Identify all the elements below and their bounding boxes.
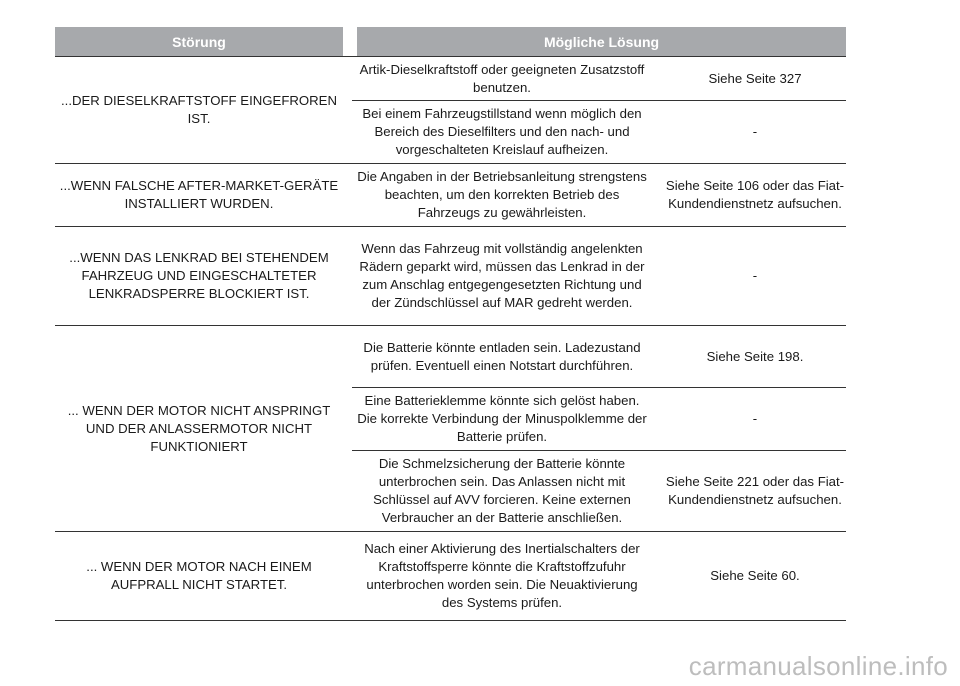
header-loesung: Mögliche Lösung [357,27,846,56]
reference-cell: Siehe Seite 106 oder das Fiat-Kundendienstnetz aufsuchen. [665,178,845,211]
problem-cell: ...DER DIESELKRAFTSTOFF EINGEFROREN IST. [61,93,337,126]
cause-cell: Wenn das Fahrzeug mit vollständig angelenkten Rädern geparkt wird, müssen das Lenkrad in der zum Anschlag entgegengesetzten Richtung und der Zündschlüssel auf MAR gedreht werden. [359,241,645,310]
reference-cell: - [752,268,758,283]
header-stoerung: Störung [55,27,343,56]
reference-cell: Siehe Seite 60. [710,568,800,583]
cause-cell: Nach einer Aktivierung des Inertialschalters der Kraftstoffsperre könnte die Kraftstoffzufuhr unterbrochen worden sein. Die Neuaktivierung des Systems prüfen. [364,541,640,610]
cause-cell: Bei einem Fahrzeugstillstand wenn möglich den Bereich des Dieselfilters und den nach- und vorgeschalteten Kreislauf aufheizen. [362,106,642,157]
reference-cell: Siehe Seite 221 oder das Fiat-Kundendienstnetz aufsuchen. [665,474,845,507]
reference-cell: Siehe Seite 327 [708,70,802,86]
reference-cell: Siehe Seite 198. [706,348,804,364]
problem-cell: ... WENN DER MOTOR NICHT ANSPRINGT UND DER ANLASSERMOTOR NICHT FUNKTIONIERT [67,402,331,454]
watermark: carmanualsonline.info [688,651,948,681]
cause-cell: Die Angaben in der Betriebsanleitung strengstens beachten, um den korrekten Betrieb des Fahrzeugs zu gewährleisten. [357,169,647,220]
row-divider [55,620,846,621]
problem-cell: ...WENN FALSCHE AFTER-MARKET-GERÄTE INSTALLIERT WURDEN. [59,178,339,211]
problem-cell: ... WENN DER MOTOR NACH EINEM AUFPRALL NICHT STARTET. [86,559,312,592]
cause-cell: Eine Batterieklemme könnte sich gelöst haben. Die korrekte Verbindung der Minuspolklemme der Batterie prüfen. [357,393,647,444]
cause-cell: Artik-Dieselkraftstoff oder geeigneten Zusatzstoff benutzen. [359,61,645,95]
reference-cell: - [752,124,758,139]
problem-cell: ...WENN DAS LENKRAD BEI STEHENDEM FAHRZEUG UND EINGESCHALTETER LENKRADSPERRE BLOCKIERT IST. [69,250,329,301]
reference-cell: - [752,411,758,426]
cause-cell: Die Schmelzsicherung der Batterie könnte unterbrochen sein. Das Anlassen nicht mit Schlüssel auf AVV forcieren. Keine externen Verbraucher an der Batterie anschließen. [373,456,631,525]
cause-cell: Die Batterie könnte entladen sein. Ladezustand prüfen. Eventuell einen Notstart durchführen. [363,339,641,373]
